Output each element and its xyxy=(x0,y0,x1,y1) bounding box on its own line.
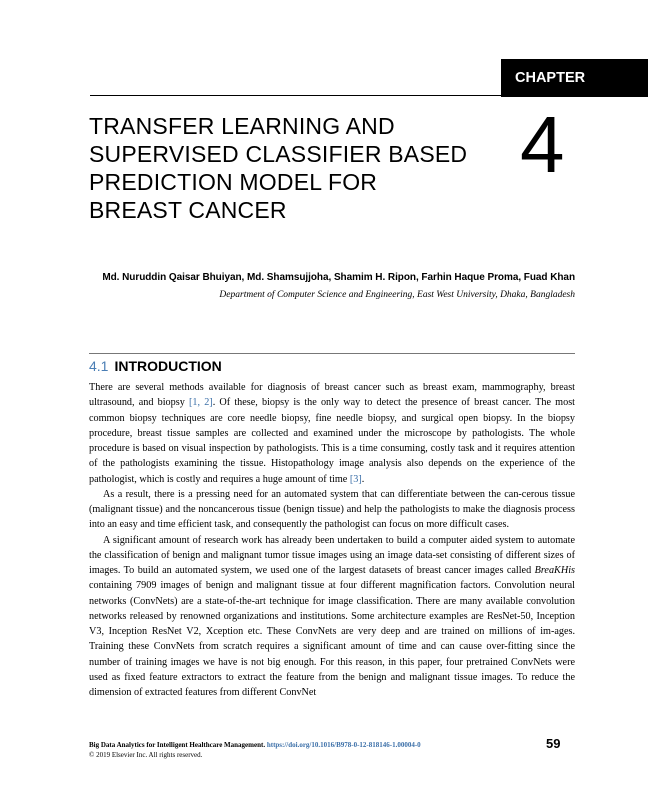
title-line: BREAST CANCER xyxy=(89,197,287,223)
book-title: Big Data Analytics for Intelligent Healthcare Management. xyxy=(89,741,266,749)
body-text xyxy=(89,380,575,700)
text-run: containing 7909 images of benign and malignant tissue at four different magnification factors. Convolution neural networks (ConvNets) are a state-of-the-art technique for image classification. There are many available convolution networks released by renowned organizations and institutions. Some architecture examples are ResNet-50, Inception V3, Inception ResNet V2, Xception etc. These ConvNets are very deep and are trained on millions of im-ages. Training these ConvNets from scratch requires a significant amount of time and can cause over-fitting since the number of training images we have is not big enough. For this reason, in this paper, four pretrained ConvNets were used as fixed feature extractors to extract the feature from the benign and malignant tissue images. To reduce the dimension of extracted features from different ConvNet xyxy=(89,580,575,698)
section-rule xyxy=(89,353,575,354)
dataset-name: BreaKHis xyxy=(534,565,575,576)
citation-link[interactable]: [3] xyxy=(349,473,362,485)
paragraph xyxy=(89,380,575,487)
title-line: PREDICTION MODEL FOR xyxy=(89,169,378,195)
header-rule xyxy=(90,95,501,96)
copyright: © 2019 Elsevier Inc. All rights reserved. xyxy=(89,751,203,759)
section-heading xyxy=(89,358,222,374)
title-line: SUPERVISED CLASSIFIER BASED xyxy=(89,141,468,167)
chapter-number: 4 xyxy=(520,100,565,189)
doi-link[interactable]: https://doi.org/10.1016/B978-0-12-818146-1.00004-0 xyxy=(266,741,421,749)
paragraph xyxy=(89,533,575,701)
chapter-title xyxy=(89,112,509,224)
text-run: . Of these, biopsy is the only way to detect the presence of breast cancer. The most common biopsy techniques are core needle biopsy, fine needle biopsy, and surgical open biopsy. In the biopsy procedure, breast tissue samples are collected and examined under the microscope by pathologists. The whole procedure is based on visual inspection by pathologists. This is a time consuming, costly task and it requires attention of the pathologists examining the tissue. Histopathology image analysis also depends on the experience of the pathologist, which is costly and requires a huge amount of time xyxy=(89,397,575,485)
text-run: As a result, there is a pressing need for an automated system that can differentiate between the can-cerous tissue (malignant tissue) and the noncancerous tissue (benign tissue) and help the pathologists to make the diagnosis process into an easy and time efficient task, and consequently the pathologist can focus on more difficult cases. xyxy=(89,488,575,531)
text-run: There are several methods available for diagnosis of breast cancer such as breast exam, mammography, breast ultrasound, and biopsy xyxy=(89,382,575,409)
author-list: Md. Nuruddin Qaisar Bhuiyan, Md. Shamsujjoha, Shamim H. Ripon, Farhin Haque Proma, Fuad Khan xyxy=(102,272,575,283)
title-line: TRANSFER LEARNING AND xyxy=(89,113,395,139)
page-number: 59 xyxy=(546,736,561,751)
section-number: 4.1 xyxy=(89,358,109,374)
text-run: . xyxy=(361,473,365,485)
affiliation: Department of Computer Science and Engineering, East West University, Dhaka, Bangladesh xyxy=(219,290,575,300)
page-footer xyxy=(89,740,421,760)
paragraph xyxy=(89,487,575,533)
chapter-label: CHAPTER xyxy=(501,59,648,97)
text-run: A significant amount of research work has already been undertaken to build a computer aided system to automate the classification of benign and malignant tumor tissue images using an image data-set consisting of different sizes of images. To build an automated system, we used one of the largest datasets of breast cancer images called xyxy=(89,534,575,576)
section-title: INTRODUCTION xyxy=(114,358,222,374)
citation-link[interactable]: [1, 2] xyxy=(188,397,213,409)
